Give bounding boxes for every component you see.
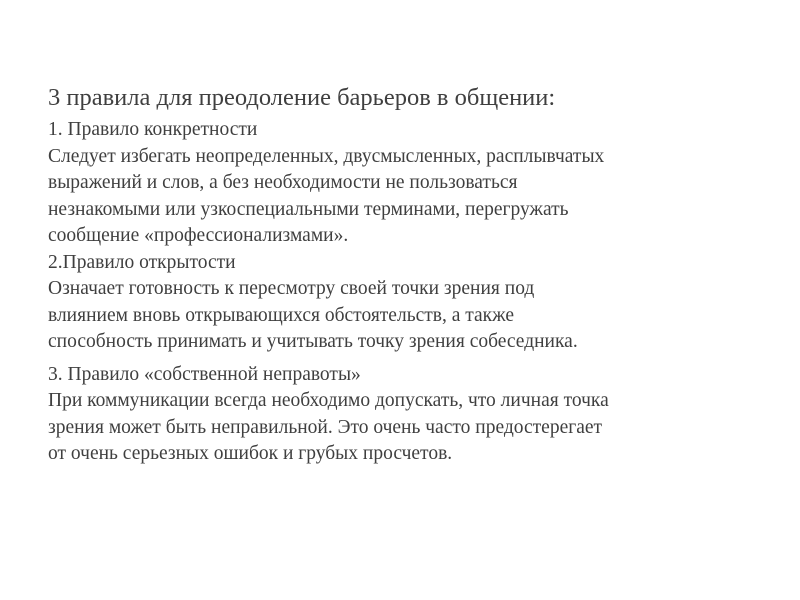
rule-text-line: от очень серьезных ошибок и грубых просчетов. (48, 443, 453, 464)
rule-text-line: выражений и слов, а без необходимости не пользоваться (48, 172, 518, 193)
rule-text-line: При коммуникации всегда необходимо допускать, что личная точка (48, 390, 609, 411)
slide-title: 3 правила для преодоление барьеров в общении: (48, 84, 556, 111)
rule-heading: 3. Правило «собственной неправоты» (48, 363, 361, 385)
rule-text-line: влиянием вновь открывающихся обстоятельств, а также (48, 304, 515, 326)
rule-text-line: незнакомыми или узкоспециальными терминами, перегружать (48, 198, 569, 220)
rule-text-line: способность принимать и учитывать точку зрения собеседника. (48, 331, 578, 352)
rule-text-line: Следует избегать неопределенных, двусмысленных, расплывчатых (48, 145, 605, 167)
rule-heading: 2.Правило открытости (48, 251, 236, 273)
rule-section-1 (48, 117, 778, 250)
rule-text-line: Означает готовность к пересмотру своей точки зрения под (48, 278, 535, 299)
rule-section-2 (48, 250, 778, 356)
rule-text-line: сообщение «профессионализмами». (48, 225, 349, 246)
slide-content (48, 82, 778, 468)
rule-text-line: зрения может быть неправильной. Это очень часто предостерегает (48, 416, 603, 438)
rule-heading: 1. Правило конкретности (48, 119, 258, 140)
rule-section-3 (48, 362, 778, 468)
